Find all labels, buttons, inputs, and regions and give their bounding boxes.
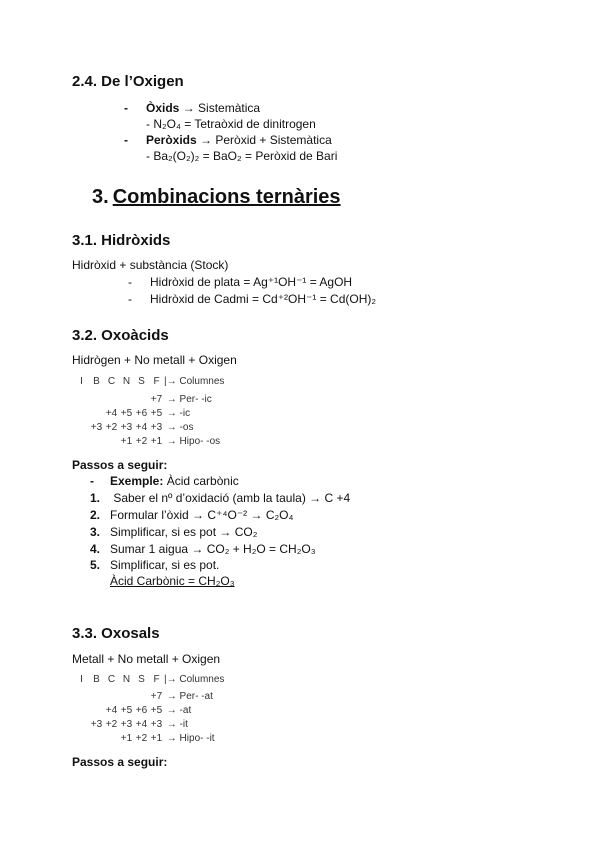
table-row — [89, 394, 212, 405]
table-row — [89, 422, 193, 433]
table-cell: +1 — [150, 436, 163, 447]
table-cell: +2 — [105, 719, 118, 730]
oxoacids-intro: Hidrògen + No metall + Oxigen — [72, 353, 237, 367]
hidroxid-item-text: Hidròxid de plata = Ag⁺¹OH⁻¹ = AgOH — [150, 275, 353, 289]
oxids-label: Òxids — [146, 101, 180, 115]
hidroxids-intro: Hidròxid + substància (Stock) — [72, 258, 229, 272]
oxids-rest: → Sistemàtica — [179, 101, 261, 115]
table-head-cell: C — [107, 674, 116, 685]
table-cell: +5 — [150, 408, 163, 419]
table-row — [89, 705, 191, 716]
table-head-cell: C — [107, 376, 116, 387]
step-text: Saber el nº d’oxidació (amb la taula) → C +4 — [110, 491, 351, 505]
table-head-cell: B — [93, 674, 100, 685]
section-3-text: Combinacions ternàries — [112, 186, 341, 208]
table-cell: +6 — [135, 705, 148, 716]
peroxids-line: - Peròxids → Peròxid + Sistemàtica — [124, 133, 332, 147]
table-row-label: → -at — [166, 705, 192, 716]
table-head-cell: I — [80, 376, 83, 387]
table-head-cell: S — [138, 674, 145, 685]
table-row-label: → Per- -at — [166, 691, 213, 702]
result-line: Àcid Carbònic = CH₂O₃ — [110, 574, 235, 588]
table-cell: +7 — [150, 691, 163, 702]
steps-title: Passos a seguir: — [72, 458, 168, 472]
oxids-line: - Òxids → Sistemàtica — [124, 101, 261, 115]
peroxids-example: - Ba₂(O₂)₂ = BaO₂ = Peròxid de Bari — [146, 149, 338, 163]
step-text: Sumar 1 aigua → CO₂ + H₂O = CH₂O₃ — [110, 542, 316, 556]
table-cell: +5 — [120, 408, 133, 419]
table-cell: +3 — [90, 719, 103, 730]
section-3-1-title: 3.1. Hidròxids — [72, 232, 171, 249]
table-row-label: → Hipo- -it — [166, 733, 215, 744]
table-row — [89, 719, 188, 730]
table-head-cell: N — [122, 674, 131, 685]
table-cell: +3 — [150, 422, 163, 433]
step-number: 3. — [90, 525, 101, 539]
table-head-cell: N — [122, 376, 131, 387]
peroxids-rest: → Peròxid + Sistemàtica — [196, 133, 332, 147]
table-cell: +3 — [90, 422, 103, 433]
table-head-cell: B — [93, 376, 100, 387]
table-cell: +1 — [150, 733, 163, 744]
table-cell: +4 — [135, 422, 148, 433]
table-row-label: → -it — [166, 719, 188, 730]
section-3-3-title: 3.3. Oxosals — [72, 625, 160, 642]
table-head-tail: |→ Columnes — [164, 674, 225, 685]
table-cell: +4 — [135, 719, 148, 730]
step-number: 5. — [90, 558, 101, 572]
table-head-cell: I — [80, 674, 83, 685]
step-item — [90, 491, 350, 505]
oxosals-intro: Metall + No metall + Oxigen — [72, 652, 221, 666]
table-head-cell: S — [138, 376, 145, 387]
step-item — [90, 558, 219, 572]
example-label: Exemple: — [110, 474, 164, 488]
table-cell: +3 — [120, 422, 133, 433]
oxoacids-table-header — [74, 376, 224, 387]
table-cell: +1 — [120, 436, 133, 447]
table-head-cell: F — [153, 674, 160, 685]
table-row — [89, 691, 213, 702]
table-head-tail: |→ Columnes — [164, 376, 225, 387]
table-row — [89, 408, 190, 419]
table-row-label: → -ic — [166, 408, 191, 419]
table-row — [89, 733, 215, 744]
step-number: 4. — [90, 542, 101, 556]
table-cell: +3 — [120, 719, 133, 730]
step-text: Formular l’òxid → C⁺⁴O⁻² → C₂O₄ — [110, 508, 294, 522]
table-cell: +2 — [135, 436, 148, 447]
step-text: Simplificar, si es pot. — [110, 558, 220, 572]
step-number: 2. — [90, 508, 101, 522]
table-cell: +2 — [135, 733, 148, 744]
hidroxid-item-text: Hidròxid de Cadmi = Cd⁺²OH⁻¹ = Cd(OH)₂ — [150, 292, 377, 306]
table-row — [89, 436, 220, 447]
table-cell: +5 — [150, 705, 163, 716]
example-line: - Exemple: Àcid carbònic — [90, 474, 239, 488]
step-number: 1. — [90, 491, 101, 505]
table-row-label: → Hipo- -os — [166, 436, 221, 447]
step-text: Simplificar, si es pot → CO₂ — [110, 525, 258, 539]
oxids-example: - N₂O₄ = Tetraòxid de dinitrogen — [146, 117, 316, 131]
table-row-label: → -os — [166, 422, 194, 433]
table-cell: +4 — [105, 408, 118, 419]
table-cell: +1 — [120, 733, 133, 744]
table-cell: +7 — [150, 394, 163, 405]
step-item — [90, 508, 293, 522]
step-item — [90, 525, 257, 539]
table-cell: +4 — [105, 705, 118, 716]
table-row-label: → Per- -ic — [166, 394, 212, 405]
section-3-number: 3. — [92, 186, 109, 208]
table-cell: +3 — [150, 719, 163, 730]
table-cell: +5 — [120, 705, 133, 716]
section-3-2-title: 3.2. Oxoàcids — [72, 327, 169, 344]
table-cell: +6 — [135, 408, 148, 419]
table-head-cell: F — [153, 376, 160, 387]
steps-title: Passos a seguir: — [72, 755, 168, 769]
section-2-4-title: 2.4. De l’Oxigen — [72, 73, 184, 90]
step-item — [90, 542, 316, 556]
peroxids-label: Peròxids — [146, 133, 197, 147]
hidroxid-item: - Hidròxid de Cadmi = Cd⁺²OH⁻¹ = Cd(OH)₂ — [128, 292, 377, 306]
example-rest: Àcid carbònic — [163, 474, 239, 488]
section-3-title — [92, 186, 341, 209]
oxosals-table-header — [74, 674, 224, 685]
hidroxid-item: - Hidròxid de plata = Ag⁺¹OH⁻¹ = AgOH — [128, 275, 353, 289]
table-cell: +2 — [105, 422, 118, 433]
